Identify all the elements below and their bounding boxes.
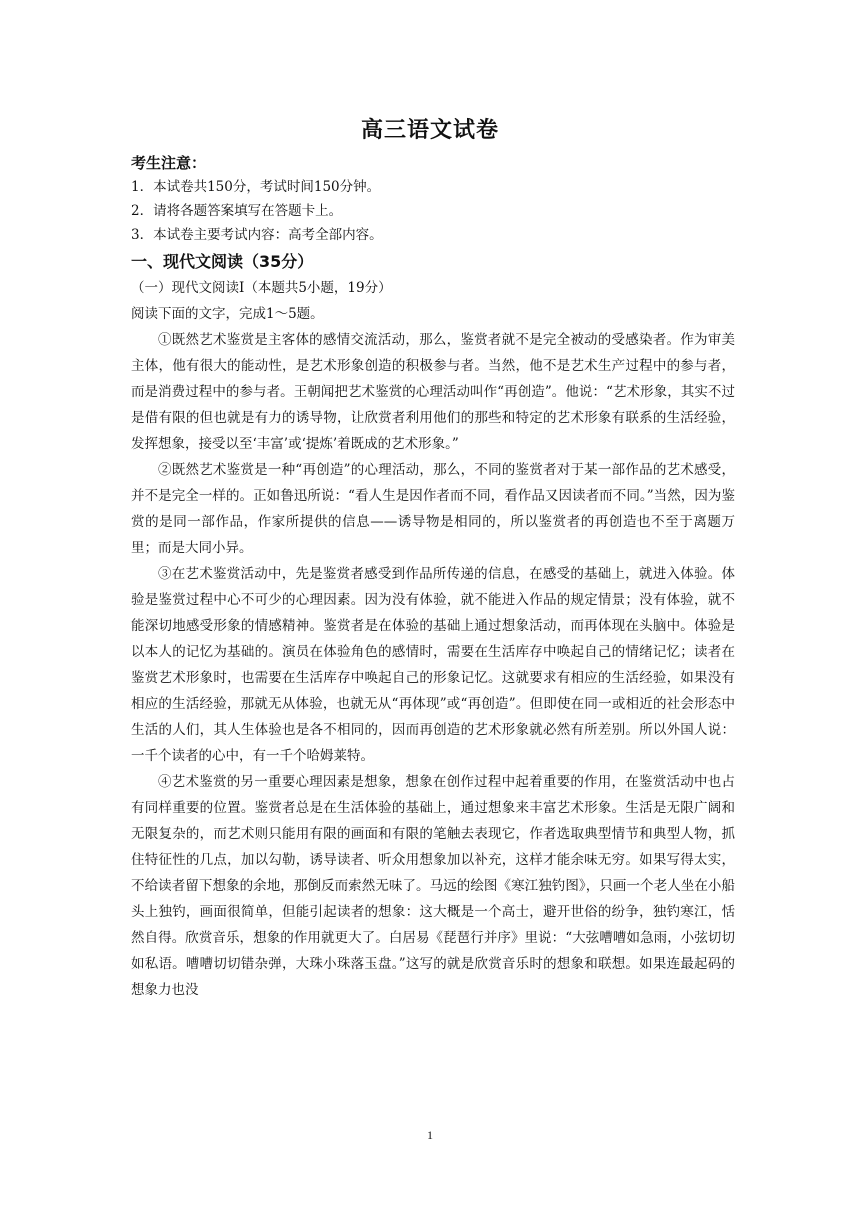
notice-heading: 考生注意： [131,154,207,172]
page-number: 1 [427,1128,433,1142]
page-content [131,151,735,1003]
passage-paragraph: ①既然艺术鉴赏是主客体的感情交流活动，那么，鉴赏者就不是完全被动的受感染者。作为审美主体，他有很大的能动性，是艺术形象创造的积极参与者。当然，他不是艺术生产过程中的参与者，而是消费过程中的参与者。王朝闻把艺术鉴赏的心理活动叫作“再创造”。他说：“艺术形象，其实不过是借有限的但也就是有力的诱导物，让欣赏者利用他们的那些和特定的艺术形象有联系的生活经验，发挥想象，接受以至‘丰富’或‘提炼’着既成的艺术形象。” [131,332,735,452]
notice-item: 3．本试卷主要考试内容：高考全部内容。 [131,227,383,243]
section-heading: 一、现代文阅读（35分） [131,252,314,271]
page-title: 高三语文试卷 [360,118,499,143]
passage-paragraph: ②既然艺术鉴赏是一种“再创造”的心理活动，那么，不同的鉴赏者对于某一部作品的艺术感受，并不是完全一样的。正如鲁迅所说：“看人生是因作者而不同，看作品又因读者而不同。”当然，因为鉴赏的是同一部作品，作家所提供的信息——诱导物是相同的，所以鉴赏者的再创造也不至于离题万里；而是大同小异。 [131,462,735,556]
notice-item: 1．本试卷共150分，考试时间150分钟。 [131,179,381,195]
passage-paragraph: ④艺术鉴赏的另一重要心理因素是想象，想象在创作过程中起着重要的作用，在鉴赏活动中也占有同样重要的位置。鉴赏者总是在生活体验的基础上，通过想象来丰富艺术形象。生活是无限广阔和无限复杂的，而艺术则只能用有限的画面和有限的笔触去表现它，作者选取典型情节和典型人物，抓住特征性的几点，加以勾勒，诱导读者、听众用想象加以补充，这样才能余味无穷。如果写得太实，不给读者留下想象的余地，那倒反而索然无味了。马远的绘图《寒江独钓图》，只画一个老人坐在小船头上独钓，画面很简单，但能引起读者的想象：这大概是一个高士，避开世俗的纷争，独钓寒江，恬然自得。欣赏音乐，想象的作用就更大了。白居易《琵琶行并序》里说：“大弦嘈嘈如急雨，小弦切切如私语。嘈嘈切切错杂弹，大珠小珠落玉盘。”这写的就是欣赏音乐时的想象和联想。如果连最起码的想象力也没 [131,774,735,998]
subsection-heading: （一）现代文阅读Ⅰ（本题共5小题，19分） [131,280,392,296]
reading-instruction: 阅读下面的文字，完成1～5题。 [131,306,324,322]
notice-item: 2．请将各题答案填写在答题卡上。 [131,203,343,219]
passage-paragraph: ③在艺术鉴赏活动中，先是鉴赏者感受到作品所传递的信息，在感受的基础上，就进入体验。体验是鉴赏过程中心不可少的心理因素。因为没有体验，就不能进入作品的规定情景；没有体验，就不能深切地感受形象的情感精神。鉴赏者是在体验的基础上通过想象活动，而再体现在头脑中。体验是以本人的记忆为基础的。演员在体验角色的感情时，需要在生活库存中唤起自己的情绪记忆；读者在鉴赏艺术形象时，也需要在生活库存中唤起自己的形象记忆。这就要求有相应的生活经验，如果没有相应的生活经验，那就无从体验，也就无从“再体现”或“再创造”。但即使在同一或相近的社会形态中生活的人们，其人生体验也是各不相同的，因而再创造的艺术形象就必然有所差别。所以外国人说：一千个读者的心中，有一千个哈姆莱特。 [131,566,735,764]
